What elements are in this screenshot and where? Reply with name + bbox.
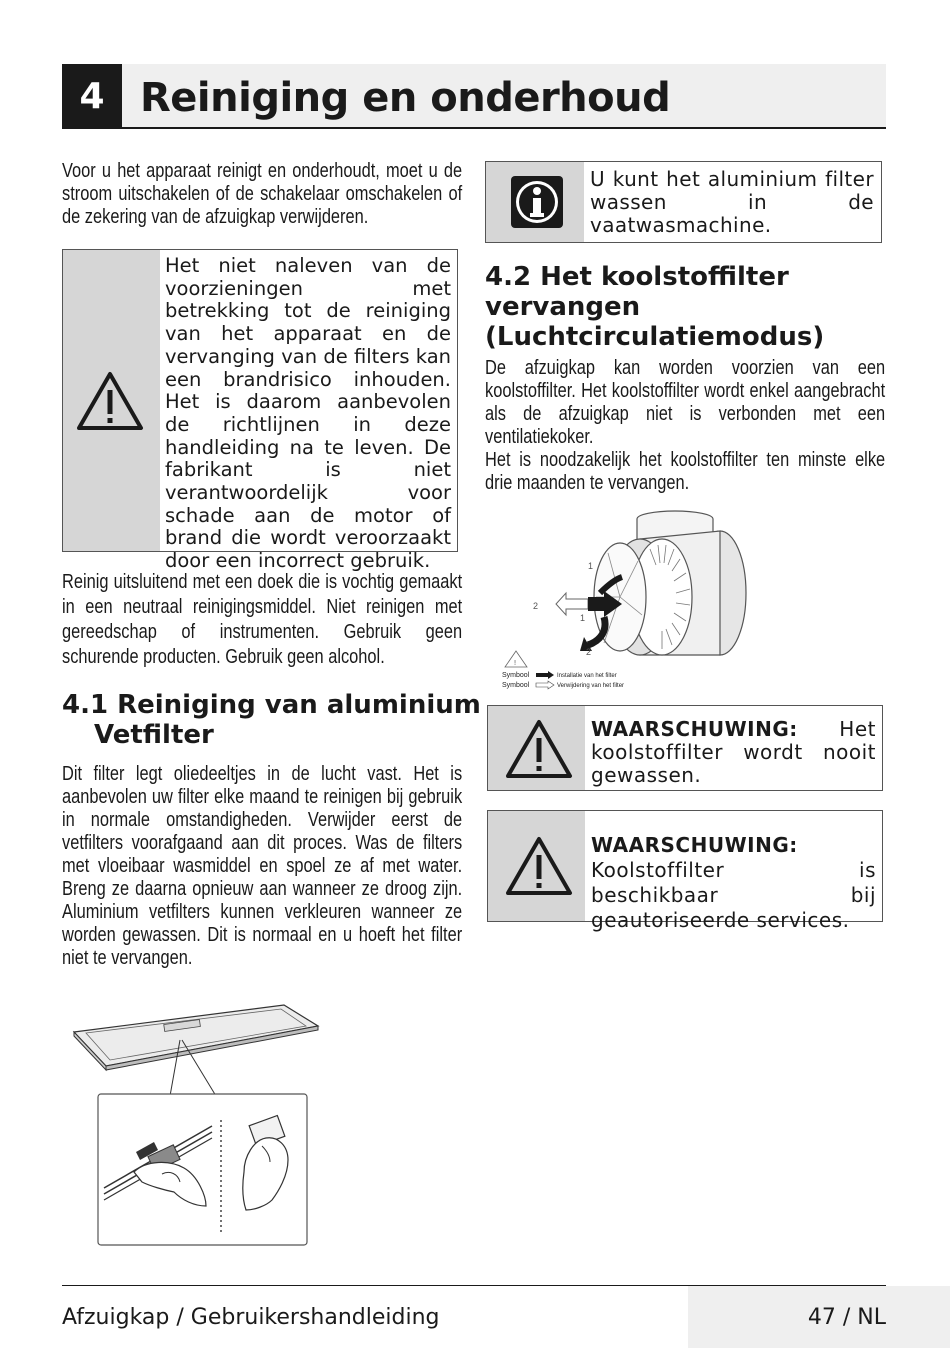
warning-2-label: WAARSCHUWING: — [591, 833, 798, 857]
section-4-1-heading-line2: Vetfilter — [94, 720, 214, 750]
info-text: U kunt het aluminium filter wassen in de vaatwasmachine. — [590, 167, 874, 237]
section-4-2-paragraph-2: Het is noodzakelijk het koolstoffilter ten minste elke drie maanden te vervangen. — [485, 449, 886, 494]
warning-triangle-icon — [504, 835, 574, 897]
section-4-2-heading: 4.2 Het koolstoffilter vervangen (Luchtcirculatiemodus) — [485, 262, 825, 352]
section-4-1-paragraph: Dit filter legt oliedeeltjes in de lucht vast. Het is aanbevolen uw filter elke maand te reinigen bij gebruik in normale omstandigheden. Verwijder eerst de vetfilters voorafgaand aan dit proces. Was de filters met vloeibaar wasmiddel en spoel ze af met water. Breng ze daarna opnieuw aan wanneer ze droog zijn. Aluminium vetfilters kunnen verkleuren wanneer ze worden gewassen. Dit is normaal en u hoeft het filter niet te vervangen. — [62, 763, 463, 969]
warning-text: Het niet naleven van de voorzieningen met betrekking tot de reiniging van het apparaat en de vervanging van de filters kan een brandrisico inhouden. Het is daarom aanbevolen de richtlijnen in deze handleiding na te leven. De fabrikant is niet verantwoordelijk voor schade aan de motor of brand die wordt veroorzaakt door een incorrect gebruik. — [165, 254, 451, 573]
warning-box-fire-risk — [62, 249, 458, 573]
warning-2-body: Koolstoffilter is beschikbaar bij geautoriseerde services. — [591, 858, 876, 932]
section-4-2-paragraph-1: De afzuigkap kan worden voorzien van een koolstoffilter. Het koolstoffilter wordt enkel aangebracht als de afzuigkap niet is verbonden met een ventilatiekoker. — [485, 357, 886, 448]
warning-triangle-icon — [504, 718, 574, 780]
figure-label-2-bottom: 2 — [586, 647, 592, 657]
figure-label-1-top: 1 — [588, 561, 594, 571]
carbon-filter-illustration — [500, 505, 770, 695]
warning-1-text — [591, 718, 876, 787]
warning-1-body: Het koolstoffilter wordt nooit gewassen. — [591, 717, 876, 787]
footer-document-title: Afzuigkap / Gebruikershandleiding — [62, 1305, 440, 1330]
figure-label-1-mid: 1 — [580, 613, 586, 623]
legend-symbol-2: Symbool — [502, 682, 530, 689]
info-icon — [509, 174, 565, 230]
warning-box-no-wash — [487, 705, 883, 791]
warning-triangle-icon — [75, 370, 145, 432]
legend-install: Installatie van het filter — [557, 673, 617, 679]
info-box-dishwasher — [485, 161, 882, 243]
warning-box-authorized-services — [487, 810, 883, 932]
intro-paragraph: Voor u het apparaat reinigt en onderhoudt, moet u de stroom uitschakelen of de schakelaar omschakelen of de zekering van de afzuigkap verwijderen. — [62, 160, 463, 228]
section-4-1-heading-line1: 4.1 Reiniging van aluminium — [62, 690, 481, 720]
figure-label-2-left: 2 — [533, 601, 539, 611]
warning-1-label: WAARSCHUWING: — [591, 717, 798, 741]
chapter-title: Reiniging en onderhoud — [140, 75, 671, 121]
cleaning-paragraph: Reinig uitsluitend met een doek die is vochtig gemaakt in een neutraal reinigingsmiddel. Niet reinigen met gereedschap of instrumenten. Gebruik geen schurende producten. Gebruik geen alcohol. — [62, 571, 463, 668]
warning-2-text — [591, 833, 876, 933]
svg-text:!: ! — [513, 659, 517, 667]
grease-filter-illustration — [66, 1000, 326, 1250]
chapter-number: 4 — [62, 64, 122, 129]
legend-symbol-1: Symbool — [502, 672, 530, 679]
footer-page-number: 47 / NL — [807, 1305, 886, 1330]
legend-remove: Verwijdering van het filter — [557, 683, 625, 689]
